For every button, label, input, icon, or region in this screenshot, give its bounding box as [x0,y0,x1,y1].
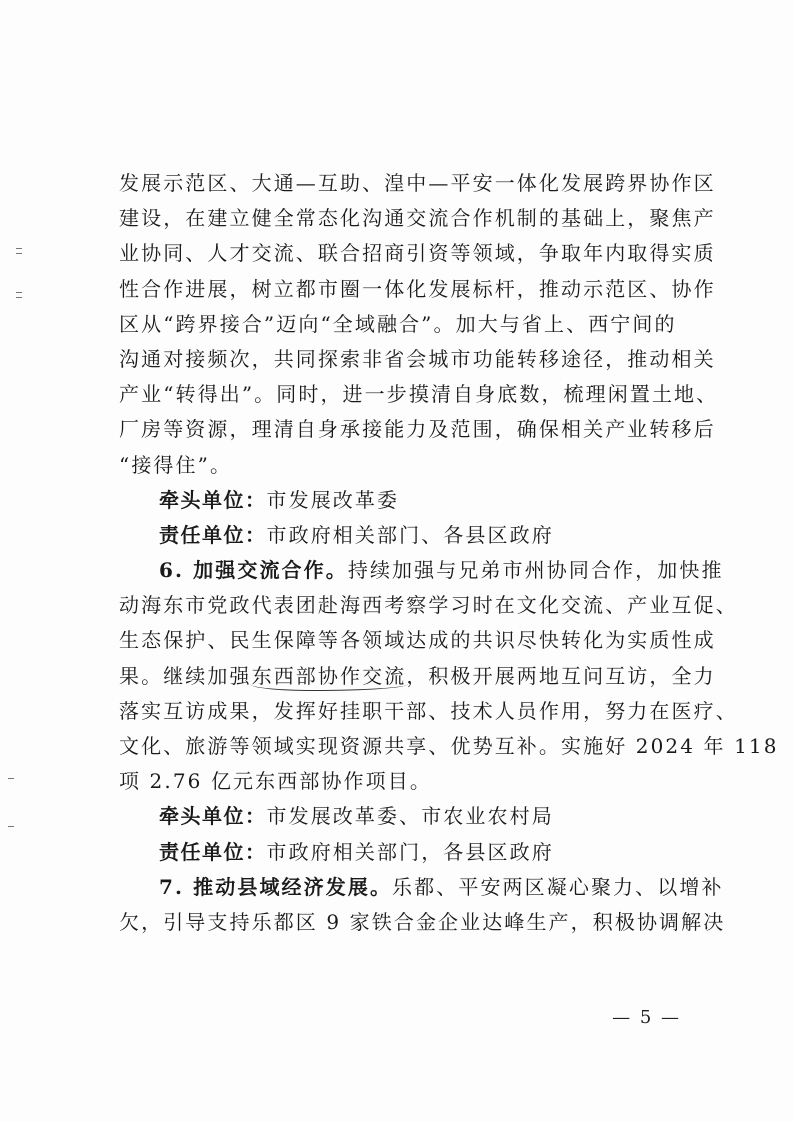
text-segment: ，积极开展两地互问互访，全力 [406,663,716,688]
scan-mark [8,778,16,788]
page-number: — 5 — [612,1007,681,1028]
document-body [119,166,779,940]
section-6-text: 持续加强与兄弟市州协同合作，加快推 [347,558,724,583]
paragraph-line [119,659,716,694]
responsible-unit-row [119,835,680,870]
lead-unit-value: 市发展改革委、市农业农村局 [266,804,554,829]
paragraph-line: 产业“转得出”。同时，进一步摸清自身底数，梳理闲置土地、 [119,382,719,407]
paragraph-line: 发展示范区、大通—互助、湟中—平安一体化发展跨界协作区 [119,171,716,195]
scan-mark [16,292,24,302]
lead-unit-row [119,483,680,518]
paragraph-line: 文化、旅游等领域实现资源共享、优势互补。实施好 2024 年 118 [119,734,779,758]
paragraph-line: 生态保护、民生保障等各领域达成的共识尽快转化为实质性成 [119,628,716,653]
handwritten-underline-text: 东西部协作交流 [252,659,407,694]
paragraph-line: 厂房等资源，理清自身承接能力及范围，确保相关产业转移后 [119,417,716,442]
responsible-unit-label: 责任单位： [159,522,267,547]
paragraph-line: 欠，引导支持乐都区 9 家铁合金企业达峰生产，积极协调解决 [119,909,726,934]
section-7-heading-line [119,870,724,905]
section-6-heading-line [119,553,724,588]
paragraph-line: 沟通对接频次，共同探索非省会城市功能转移途径，推动相关 [119,346,716,371]
paragraph-line: 业协同、人才交流、联合招商引资等领域，争取年内取得实质 [119,241,716,266]
responsible-unit-value: 市政府相关部门，各县区政府 [266,839,554,864]
section-7-text: 乐都、平安两区凝心聚力、以增补 [392,874,724,899]
section-6-heading: 6. 加强交流合作。 [159,558,348,583]
lead-unit-label: 牵头单位： [159,487,267,512]
paragraph-line: 性合作进展，树立都市圈一体化发展标杆，推动示范区、协作 [119,276,716,301]
paragraph-line: 项 2.76 亿元东西部协作项目。 [119,769,432,794]
responsible-unit-row [119,518,680,553]
scan-mark [8,826,16,836]
text-segment: 果。继续加强 [119,663,252,688]
lead-unit-value: 市发展改革委 [266,487,400,512]
paragraph-line: 落实互访成果，发挥好挂职干部、技术人员作用，努力在医疗、 [119,698,738,723]
paragraph-line: 动海东市党政代表团赴海西考察学习时在文化交流、产业互促、 [119,593,738,618]
paragraph-line: 建设，在建立健全常态化沟通交流合作机制的基础上，聚焦产 [119,206,716,231]
lead-unit-row [119,799,680,834]
responsible-unit-label: 责任单位： [159,839,267,864]
responsible-unit-value: 市政府相关部门、各县区政府 [266,522,554,547]
lead-unit-label: 牵头单位： [159,804,267,829]
section-7-heading: 7. 推动县域经济发展。 [159,874,393,899]
paragraph-line: 区从“跨界接合”迈向“全域融合”。加大与省上、西宁间的 [119,311,677,336]
paragraph-line: “接得住”。 [119,452,233,477]
scan-mark [16,248,24,258]
